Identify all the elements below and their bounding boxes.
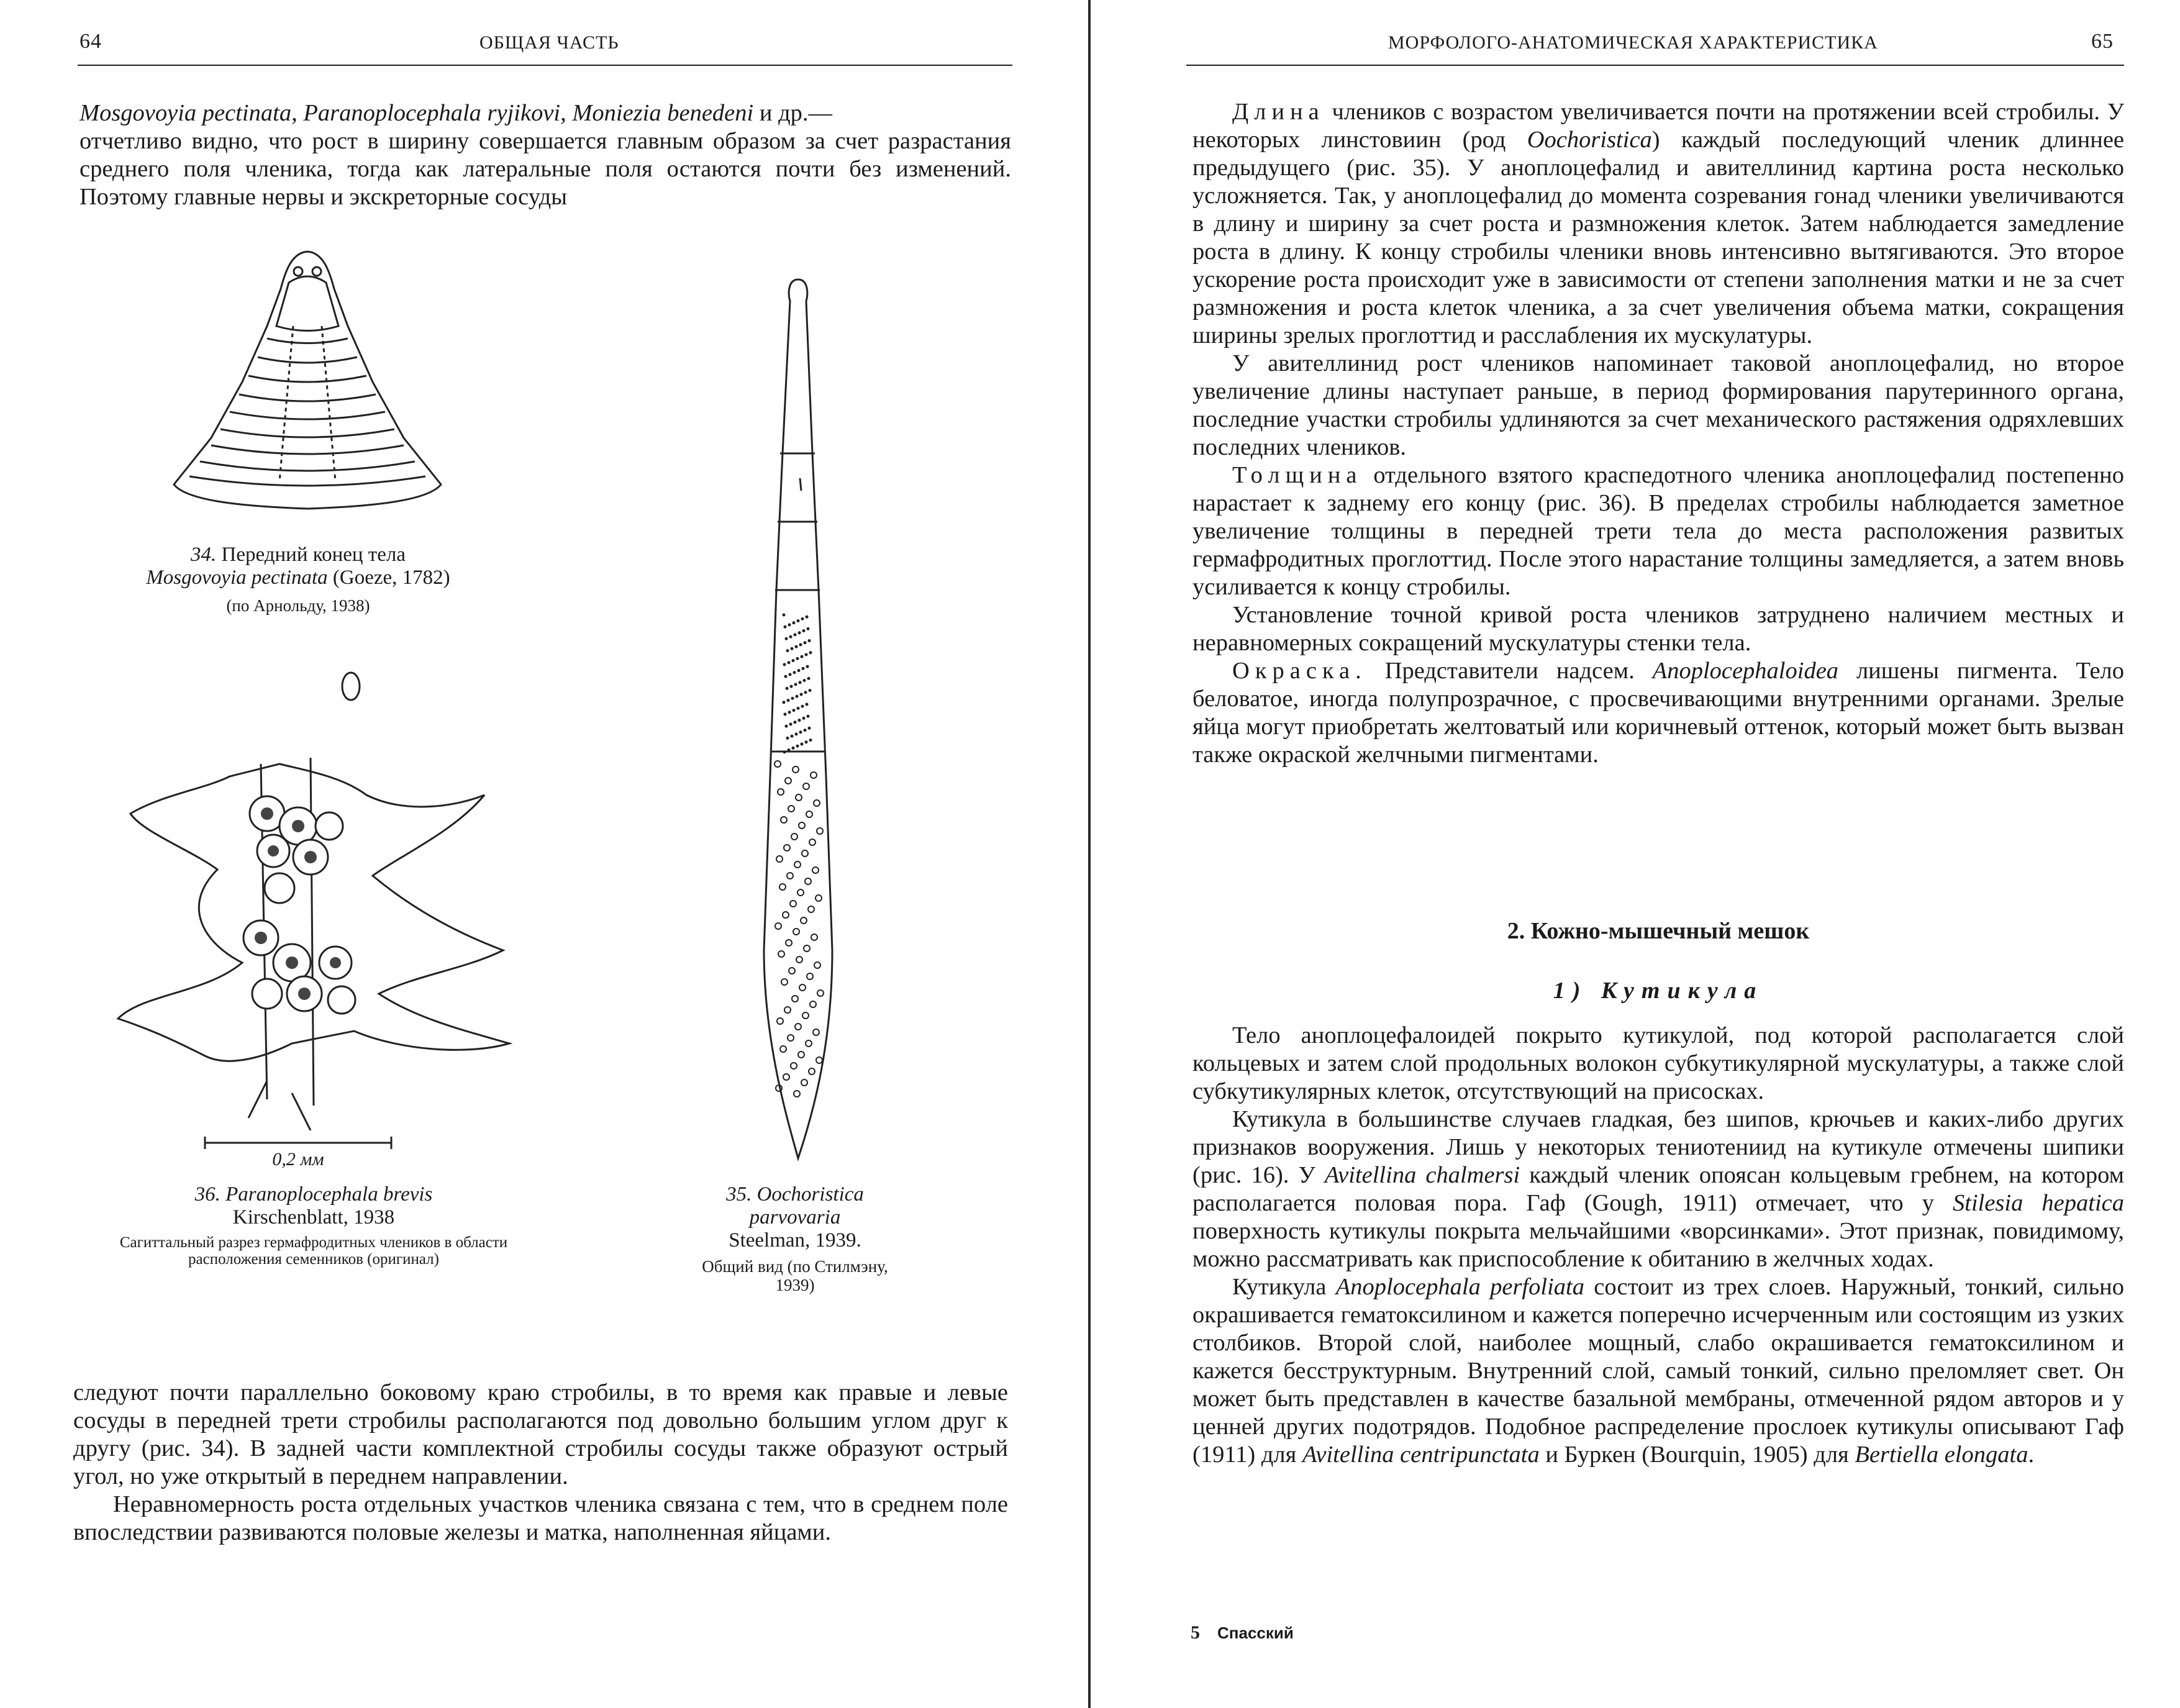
left-bottom-paragraph-1: следуют почти параллельно боковому краю стробилы, в то время как правые и левые сосуды в передней трети стробилы располагаются под довольно большим углом друг к другу (рис. 34). В задней части комплектной стробилы сосуды также образуют острый угол, но уже открытый в переднем направлении. <box>73 1379 1008 1489</box>
paragraph-thickness: Толщина отдельного взятого краспедотного членика аноплоцефалид постепенно нарастает к заднему его концу (рис. 36). В пределах стробилы наблюдается заметное увеличение толщины в передней трети тела до места расположения развитых гермафродитных проглоттид. После этого нарастание толщины замедляется, а затем вновь усиливается к концу стробилы. <box>1192 462 2124 600</box>
paragraph-cuticle-3: Кутикула Anoplocephala perfoliata состоит из трех слоев. Наружный, тонкий, сильно окрашивается гематоксилином и кажется поперечно исчерченным или состоящим из узких столбиков. Второй слой, наиболее мощный, слабо окрашивается гематоксилином и кажется бесструктурным. Внутренний слой, самый тонкий, сильно преломляет свет. Он может быть представлен в качестве базальной мембраны, отмеченной рядом авторов и у ценней других подотрядов. Подобное распределение прослоек кутикулы описывают Гаф (1911) для Avitellina centripunctata и Буркен (Bourquin, 1905) для Bertiella elongata. <box>1192 1274 2124 1468</box>
figure-35-species: Oochoristica parvovaria <box>749 1183 864 1229</box>
right-running-title: МОРФОЛОГО-АНАТОМИЧЕСКАЯ ХАРАКТЕРИСТИКА <box>1388 32 1878 53</box>
right-page <box>1090 0 2180 1708</box>
right-running-head <box>1090 30 2180 61</box>
figure-34-species: Mosgovoyia pectinata <box>146 566 328 589</box>
signature-name: Спасский <box>1217 1624 1294 1642</box>
right-body-text <box>1192 98 2124 769</box>
right-cuticle-text <box>1192 1022 2124 1469</box>
left-page-number: 64 <box>79 30 102 53</box>
paragraph-cuticle-2: Кутикула в большинстве случаев гладкая, без шипов, крючьев и каких-либо других признаков вооружения. Лишь у некоторых тениотениид на кутикуле отмечены шипики (рис. 16). У Avitellina chalmersi каждый членик опоясан кольцевым гребнем, на котором располагается половая пора. Гаф (Gough, 1911) отмечает, что у Stilesia hepatica поверхность кутикулы покрыта мельчайшими «ворсинками». Этот признак, повидимому, можно рассматривать как приспособление к обитанию в желчных ходах. <box>1192 1106 2125 1272</box>
left-bottom-text <box>73 1379 1008 1547</box>
left-top-paragraph: отчетливо видно, что рост в ширину совершается главным образом за счет разрастания среднего поля членика, тогда как латеральные поля остаются почти без изменений. Поэтому главные нервы и экскреторные сосуды <box>79 128 1011 210</box>
signature-number: 5 <box>1191 1622 1200 1643</box>
figure-34-caption: 34. Передний конец тела Mosgovoyia pectinata (Goeze, 1782) (по Арнольду, 1938) <box>124 543 472 617</box>
subsection-heading: 1) Кутикула <box>1553 978 1764 1004</box>
paragraph-avitellinid: У авителлинид рост члеников напоминает таковой аноплоцефалид, но второе увеличение длины наступает раньше, в период формирования парутеринного органа, последние участки стробилы удлиняются за счет механического растяжения одряхлевших последних члеников. <box>1192 350 2124 460</box>
left-top-species: Mosgovoyia pectinata, Paranoplocephala ryjikovi, Moniezia benedeni <box>79 100 754 126</box>
figure-36-species: Paranoplocephala brevis <box>225 1183 433 1206</box>
figure-34-scolex <box>161 245 453 519</box>
left-header-rule <box>78 65 1012 66</box>
right-header-rule <box>1186 65 2124 66</box>
paragraph-curve: Установление точной кривой роста члеников затруднено наличием местных и неравномерных сокращений мускулатуры стенки тела. <box>1192 602 2124 656</box>
section-heading: 2. Кожно-мышечный мешок <box>1507 918 1810 944</box>
left-running-head <box>0 30 1090 61</box>
left-running-title: ОБЩАЯ ЧАСТЬ <box>479 32 619 53</box>
figure-36-section <box>106 671 528 1155</box>
left-bottom-paragraph-2: Неравномерность роста отдельных участков членика связана с тем, что в среднем поле впоследствии развиваются половые железы и матка, наполненная яйцами. <box>73 1491 1008 1545</box>
paragraph-cuticle-1: Тело аноплоцефалоидей покрыто кутикулой, под которой располагается слой кольцевых и затем слой продольных волокон субкутикулярной мускулатуры, а также слой субкутикулярных клеток, отсутствующий на присосках. <box>1192 1022 2124 1104</box>
paragraph-length: Длина члеников с возрастом увеличивается почти на протяжении всей стробилы. У некоторых линстовиин (род Oochoristica) каждый последующий членик длиннее предыдущего (рис. 35). У аноплоцефалид и авителлинид картина роста несколько усложняется. Так, у аноплоцефалид до момента созревания гонад членики увеличиваются в длину и ширину за счет роста и размножения клеток. Затем наблюдается замедление роста в длину. К концу стробилы членики вновь интенсивно вытягиваются. Это второе ускорение роста происходит уже в зависимости от степени заполнения матки и не за счет размножения и роста клеток членика, а за счет увеличения объема матки, сокращения ширины зрелых проглоттид и расслабления их мускулатуры. <box>1192 99 2125 348</box>
figure-35-worm <box>739 267 851 1168</box>
left-top-text: Mosgovoyia pectinata, Paranoplocephala ryjikovi, Moniezia benedeni и др.— отчетливо видно, что рост в ширину совершается главным образом за счет разрастания среднего поля членика, тогда как латеральные поля остаются почти без изменений. Поэтому главные нервы и экскреторные сосуды <box>79 100 1011 210</box>
figure-36-caption: 36. Paranoplocephala brevis Kirschenblatt, 1938 Сагиттальный разрез гермафродитных члеников в области расположения семенников (оригинал) <box>102 1183 525 1268</box>
paragraph-color: Окраска. Представители надсем. Anoplocephaloidea лишены пигмента. Тело беловатое, иногда полупрозрачное, с просвечивающими внутренними органами. Зрелые яйца могут приобретать желтоватый или коричневый оттенок, который может быть вызван также окраской желчными пигментами. <box>1192 658 2124 768</box>
signature-mark <box>1191 1622 1294 1643</box>
figure-36-scale-label: 0,2 мм <box>272 1149 324 1170</box>
figure-34-source: (по Арнольду, 1938) <box>226 596 370 615</box>
figure-36-description: Сагиттальный разрез гермафродитных члеников в области расположения семенников (оригинал) <box>119 1234 508 1268</box>
figure-35-description: Общий вид (по Стилмэну, 1939) <box>702 1257 888 1294</box>
right-page-number: 65 <box>2091 30 2114 53</box>
figure-35-caption: 35. Oochoristica parvovaria Steelman, 1939. Общий вид (по Стилмэну, 1939) <box>683 1183 907 1294</box>
